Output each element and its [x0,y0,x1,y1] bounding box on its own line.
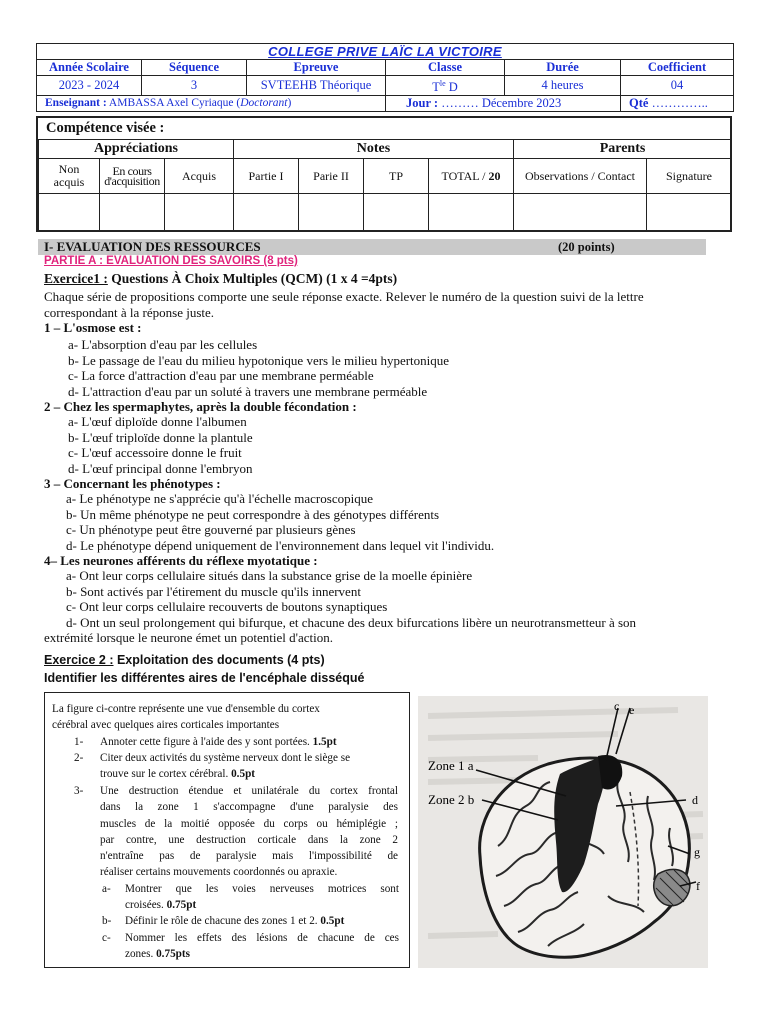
col-duree: Durée [505,60,621,76]
item3a-letter: a- [102,883,111,895]
acquis-cell[interactable] [165,194,234,232]
val-epreuve: SVTEEHB Théorique [247,76,386,96]
header-table [36,43,734,112]
parents-header: Parents [514,140,732,159]
exercice2-subtitle: Identifier les différentes aires de l'encéphale disséqué [44,671,365,685]
exercice1-instruction-2: correspondant à la réponse juste. [44,305,215,320]
item3-number: 3- [74,785,84,797]
signature-header: Signature [647,159,732,194]
exercice1-heading: Exercice1 : Questions À Choix Multiples (QCM) (1 x 4 =4pts) [44,271,398,286]
question-2: 2 – Chez les spermaphytes, après la double fécondation : [44,399,357,414]
q3-option-d: d- Le phénotype dépend uniquement de l'environnement dans lequel vit l'individu. [66,538,495,553]
item3b-text: Définir le rôle de chacune des zones 1 et 2. 0.5pt [125,915,345,927]
brain-cortex-figure [418,696,708,968]
section-points: (20 points) [558,240,615,254]
zone-f-hatched [654,869,690,906]
partie2-cell[interactable] [299,194,364,232]
q2-option-d: d- L'œuf principal donne l'embryon [68,461,253,476]
col-sequence: Séquence [142,60,247,76]
section-title: I- EVALUATION DES RESSOURCES [44,239,261,254]
exercice1-instruction-1: Chaque série de propositions comporte une seule réponse exacte. Relever le numéro de la question suivi de la lettre [44,289,644,304]
item1-text: Annoter cette figure à l'aide des y sont portées. 1.5pt [100,736,337,748]
question-4: 4– Les neurones afférents du réflexe myotatique : [44,553,318,568]
col-coefficient: Coefficient [621,60,734,76]
item3c-text: Nommer les effets des lésions de chacune de ces zones. 0.75pts [125,932,399,961]
q4-option-d-line1: d- Ont un seul prolongement qui bifurque, et chacune des deux bifurcations libère un neurotransmetteur à son [66,615,637,630]
item1-number: 1- [74,736,84,748]
en-cours-header: En cours d'acquisition [100,159,165,194]
q1-option-b: b- Le passage de l'eau du milieu hypotonique vers le milieu hypertonique [68,353,450,368]
question-1: 1 – L'osmose est : [44,320,142,335]
col-classe: Classe [386,60,505,76]
signature-cell[interactable] [647,194,732,232]
label-f: f [696,879,700,893]
item3b-letter: b- [102,915,112,927]
val-annee: 2023 - 2024 [37,76,142,96]
val-sequence: 3 [142,76,247,96]
q2-option-b: b- L'œuf triploïde donne la plantule [68,430,253,445]
evaluation-table [38,139,732,232]
acquis-header: Acquis [165,159,234,194]
tp-header: TP [364,159,429,194]
non-acquis-cell[interactable] [39,194,100,232]
en-cours-cell[interactable] [100,194,165,232]
label-zone-2b: Zone 2 b [428,792,475,807]
item2-number: 2- [74,752,84,764]
jour-cell: Jour : ……… Décembre 2023 [386,96,621,112]
q3-option-b: b- Un même phénotype ne peut correspondre à des génotypes différents [66,507,440,522]
partie1-cell[interactable] [234,194,299,232]
box-intro: La figure ci-contre représente une vue d'ensemble du cortex cérébral avec quelques aires corticales importantes [52,703,320,732]
item3a-text: Montrer que les voies nerveuses motrices sont croisées. 0.75pt [125,883,399,912]
label-d: d [692,793,698,807]
item3c-letter: c- [102,932,111,944]
school-name: COLLEGE PRIVE LAÏC LA VICTOIRE [37,44,734,60]
q2-option-a: a- L'œuf diploïde donne l'albumen [68,414,247,429]
q3-option-a: a- Le phénotype ne s'apprécie qu'à l'échelle macroscopique [66,491,373,506]
col-annee: Année Scolaire [37,60,142,76]
partie2-header: Parie II [299,159,364,194]
col-epreuve: Epreuve [247,60,386,76]
q4-option-c: c- Ont leur corps cellulaire recouverts de boutons synaptiques [66,599,388,614]
q4-option-b: b- Sont activés par l'étirement du muscle qu'ils innervent [66,584,361,599]
label-g: g [694,845,700,859]
observations-cell[interactable] [514,194,647,232]
q4-option-a: a- Ont leur corps cellulaire situés dans la substance grise de la moelle épinière [66,568,473,583]
val-coefficient: 04 [621,76,734,96]
label-e: e [629,703,635,717]
q1-option-c: c- La force d'attraction d'eau par une membrane perméable [68,368,374,383]
partie1-header: Partie I [234,159,299,194]
total-cell[interactable] [429,194,514,232]
q1-option-a: a- L'absorption d'eau par les cellules [68,337,258,352]
question-3: 3 – Concernant les phénotypes : [44,476,221,491]
q1-option-d: d- L'attraction d'eau par un soluté à travers une membrane perméable [68,384,428,399]
q2-option-c: c- L'œuf accessoire donne le fruit [68,445,242,460]
observations-header: Observations / Contact [514,159,647,194]
exercice2-heading: Exercice 2 : Exploitation des documents (4 pts) [44,653,325,667]
appreciations-header: Appréciations [39,140,234,159]
val-classe: $T^{le}$ D [386,76,505,96]
non-acquis-header: Non acquis [39,159,100,194]
q3-option-c: c- Un phénotype peut être gouverné par plusieurs gènes [66,522,356,537]
label-c: c [614,699,620,713]
partie-a-heading: PARTIE A : EVALUATION DES SAVOIRS (8 pts) [44,255,298,267]
q4-option-d-line2: extrémité lorsque le neurone émet un potentiel d'action. [44,630,333,645]
competence-label: Compétence visée : [46,120,165,136]
item3-text: Une destruction étendue et unilatérale du cortex frontal dans la zone 1 s'accompagne d'une paralysie des muscles de la moitié opposée du corps ou hémiplégie ; par contre, une destruction corticale dans la zone 2 n'entraîne pas de paralysie mais l'impossibilité de réaliser certains mouvements coordonnés ou apraxie. [100,785,398,879]
qte-cell: Qté ………….. [621,96,734,112]
notes-header: Notes [234,140,514,159]
total-header: TOTAL / 20 [429,159,514,194]
teacher-cell: Enseignant : AMBASSA Axel Cyriaque (Doctorant) [37,96,386,112]
tp-cell[interactable] [364,194,429,232]
item2-text: Citer deux activités du système nerveux dont le siège se trouve sur le cortex cérébral. 0.5pt [100,752,351,781]
val-duree: 4 heures [505,76,621,96]
label-zone-1a: Zone 1 a [428,758,474,773]
